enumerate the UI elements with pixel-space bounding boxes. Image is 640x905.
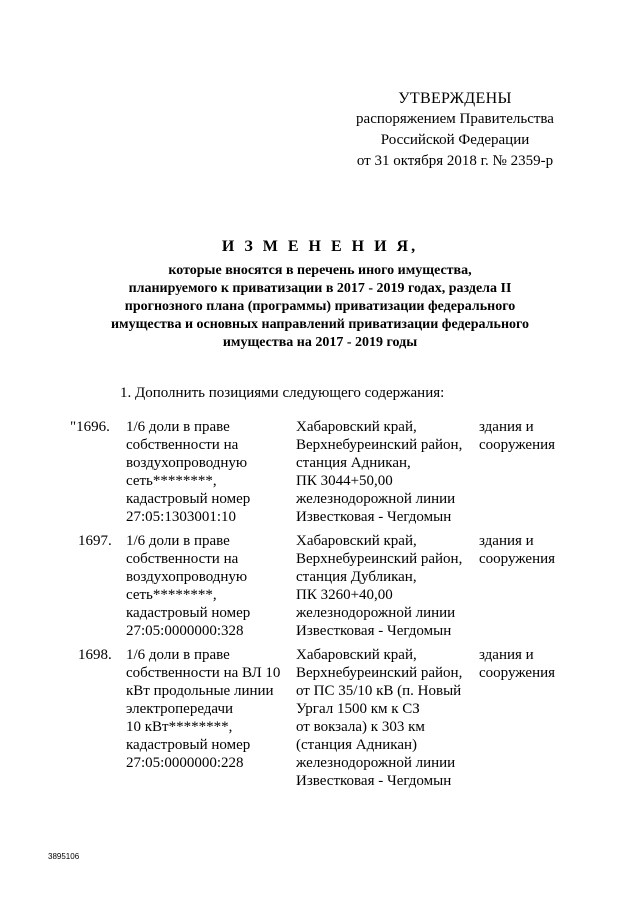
entry-type — [479, 646, 570, 790]
description-line: 27:05:0000000:328 — [126, 623, 244, 639]
description-line: собственности на — [126, 551, 239, 567]
description-line: 27:05:1303001:10 — [126, 509, 237, 525]
entry-type — [479, 418, 570, 526]
heading-line: которые вносятся в перечень иного имущества, — [168, 263, 472, 278]
heading-line: имущества и основных направлений приватизации федерального — [110, 317, 530, 332]
entry-number: "1696. — [70, 419, 110, 435]
description-line: кадастровый номер — [126, 605, 251, 621]
approval-line: распоряжением Правительства — [356, 111, 554, 127]
document-heading — [60, 238, 580, 352]
description-line: 1/6 доли в праве — [126, 533, 230, 549]
heading-line: прогнозного плана (программы) приватизации федерального — [124, 299, 516, 314]
location-line: Верхнебуреинский район, — [296, 551, 463, 567]
heading-title: И З М Е Н Е Н И Я, — [221, 238, 419, 255]
approval-line: от 31 октября 2018 г. № 2359-р — [356, 153, 554, 169]
list-item — [70, 532, 570, 640]
type-line: сооружения — [479, 551, 556, 567]
description-line: 1/6 доли в праве — [126, 419, 230, 435]
list-item — [70, 646, 570, 790]
description-line: 27:05:0000000:228 — [126, 755, 244, 771]
document-code: 3895106 — [48, 852, 80, 861]
entry-location — [296, 646, 479, 790]
entry-number: 1698. — [78, 647, 112, 663]
approval-block — [330, 88, 580, 172]
description-line: воздухопроводную — [126, 569, 248, 585]
approval-line: Российской Федерации — [380, 132, 530, 148]
description-line: кадастровый номер — [126, 737, 251, 753]
entry-location — [296, 532, 479, 640]
location-line: ПК 3260+40,00 — [296, 587, 393, 603]
description-line: кадастровый номер — [126, 491, 251, 507]
description-line: сеть********, — [126, 587, 217, 603]
entry-description — [126, 532, 296, 640]
entry-number: 1697. — [78, 533, 112, 549]
description-line: 10 кВт********, — [126, 719, 233, 735]
type-line: сооружения — [479, 665, 556, 681]
type-line: здания и — [479, 419, 534, 435]
location-line: станция Дубликан, — [296, 569, 417, 585]
location-line: ПК 3044+50,00 — [296, 473, 393, 489]
entry-type — [479, 532, 570, 640]
location-line: Известковая - Чегдомын — [296, 773, 452, 789]
type-line: сооружения — [479, 437, 556, 453]
description-line: 1/6 доли в праве — [126, 647, 230, 663]
location-line: железнодорожной линии — [296, 755, 456, 771]
description-line: воздухопроводную — [126, 455, 248, 471]
location-line: Хабаровский край, — [296, 419, 417, 435]
description-line: собственности на — [126, 437, 239, 453]
type-line: здания и — [479, 533, 534, 549]
location-line: Хабаровский край, — [296, 533, 417, 549]
location-line: железнодорожной линии — [296, 605, 456, 621]
location-line: Известковая - Чегдомын — [296, 623, 452, 639]
location-line: Верхнебуреинский район, — [296, 665, 463, 681]
location-line: железнодорожной линии — [296, 491, 456, 507]
entry-description — [126, 418, 296, 526]
location-line: от вокзала) к 303 км — [296, 719, 425, 735]
heading-line: имущества на 2017 - 2019 годы — [222, 335, 418, 350]
list-item — [70, 418, 570, 526]
location-line: Верхнебуреинский район, — [296, 437, 463, 453]
type-line: здания и — [479, 647, 534, 663]
location-line: станция Адникан, — [296, 455, 411, 471]
location-line: Известковая - Чегдомын — [296, 509, 452, 525]
location-line: Хабаровский край, — [296, 647, 417, 663]
description-line: кВт продольные линии — [126, 683, 274, 699]
location-line: Ургал 1500 км к СЗ — [296, 701, 420, 717]
entry-location — [296, 418, 479, 526]
entry-description — [126, 646, 296, 790]
heading-line: планируемого к приватизации в 2017 - 2019 годах, раздела II — [128, 281, 512, 296]
intro-paragraph: 1. Дополнить позициями следующего содержания: — [120, 385, 445, 401]
description-line: электропередачи — [126, 701, 234, 717]
description-line: сеть********, — [126, 473, 217, 489]
approval-title: УТВЕРЖДЕНЫ — [398, 90, 512, 107]
location-line: (станция Адникан) — [296, 737, 418, 753]
description-line: собственности на ВЛ 10 — [126, 665, 281, 681]
entries-list — [70, 418, 570, 796]
location-line: от ПС 35/10 кВ (п. Новый — [296, 683, 462, 699]
